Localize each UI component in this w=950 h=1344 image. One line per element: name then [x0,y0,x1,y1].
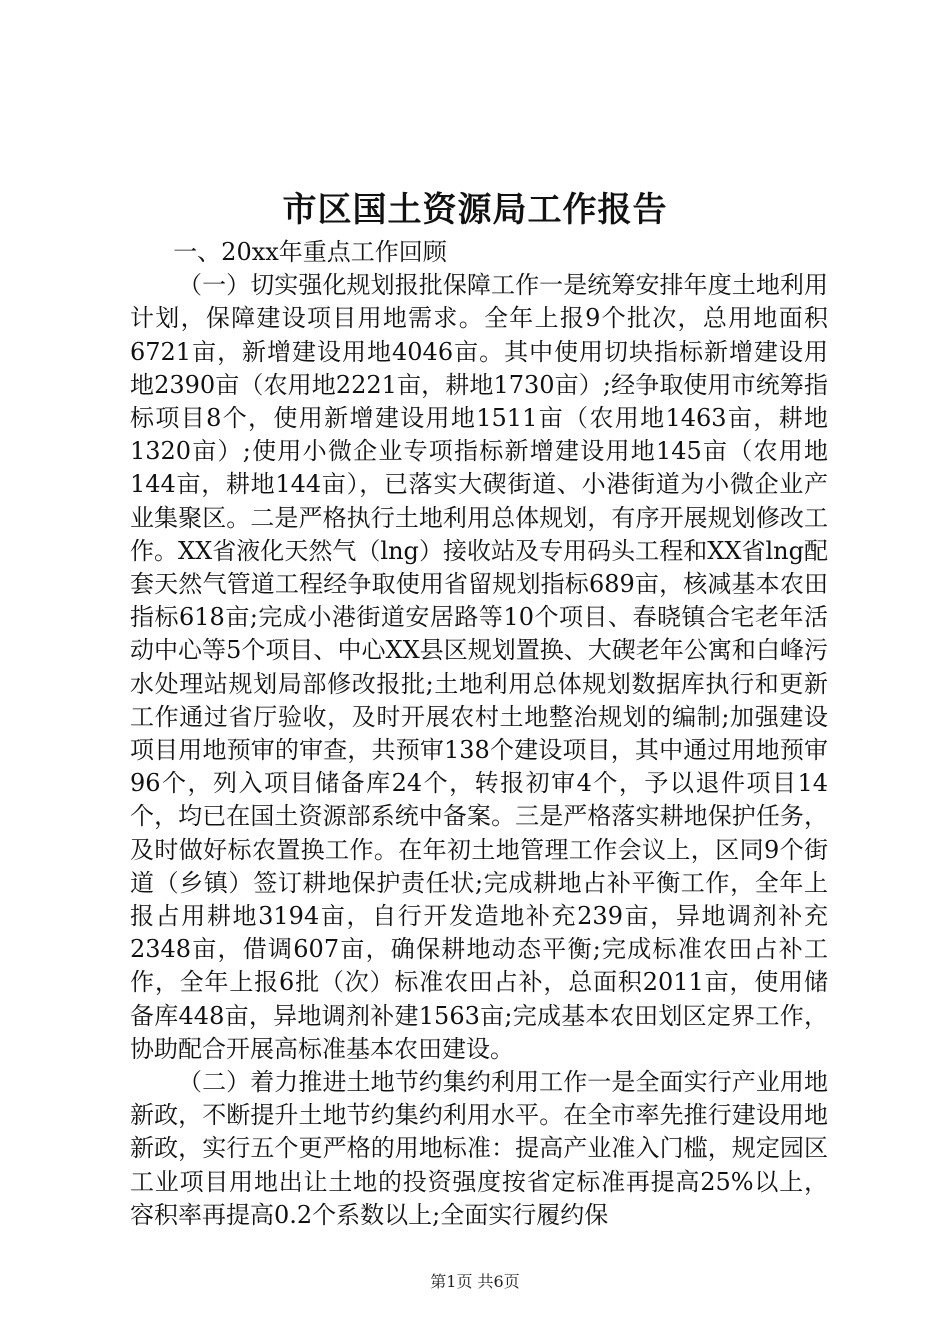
paragraph-2: （二）着力推进土地节约集约利用工作一是全面实行产业用地新政，不断提升土地节约集约利用水平。在全市率先推行建设用地新政，实行五个更严格的用地标准：提高产业准入门槛，规定园区工业项目用地出让土地的投资强度按省定标准再提高25%以上，容积率再提高0.2个系数以上;全面实行履约保 [130,1068,828,1229]
document-title: 市区国土资源局工作报告 [282,190,668,230]
section-heading: 一、20xx年重点工作回顾 [173,238,447,266]
paragraph-1: （一）切实强化规划报批保障工作一是统筹安排年度土地利用计划，保障建设项目用地需求。全年上报9个批次，总用地面积6721亩，新增建设用地4046亩。其中使用切块指标新增建设用地2390亩（农用地2221亩，耕地1730亩）;经争取使用市统筹指标项目8个，使用新增建设用地1511亩（农用地1463亩，耕地1320亩）;使用小微企业专项指标新增建设用地145亩（农用地144亩，耕地144亩），已落实大碶街道、小港街道为小微企业产业集聚区。二是严格执行土地利用总体规划，有序开展规划修改工作。XX省液化天然气（lng）接收站及专用码头工程和XX省lng配套天然气管道工程经争取使用省留规划指标689亩，核减基本农田指标618亩;完成小港街道安居路等10个项目、春晓镇合宅老年活动中心等5个项目、中心XX县区规划置换、大碶老年公寓和白峰污水处理站规划局部修改报批;土地利用总体规划数据库执行和更新工作通过省厅验收，及时开展农村土地整治规划的编制;加强建设项目用地预审的审查，共预审138个建设项目，其中通过用地预审96个，列入项目储备库24个，转报初审4个，予以退件项目14个，均已在国土资源部系统中备案。三是严格落实耕地保护任务，及时做好标农置换工作。在年初土地管理工作会议上，区同9个街道（乡镇）签订耕地保护责任状;完成耕地占补平衡工作，全年上报占用耕地3194亩，自行开发造地补充239亩，异地调剂补充2348亩，借调607亩，确保耕地动态平衡;完成标准农田占补工作，全年上报6批（次）标准农田占补，总面积2011亩，使用储备库448亩，异地调剂补建1563亩;完成基本农田划区定界工作，协助配合开展高标准基本农田建设。 [130,271,828,1063]
document-body [130,236,828,1232]
page-number-footer: 第1页 共6页 [430,1272,520,1291]
